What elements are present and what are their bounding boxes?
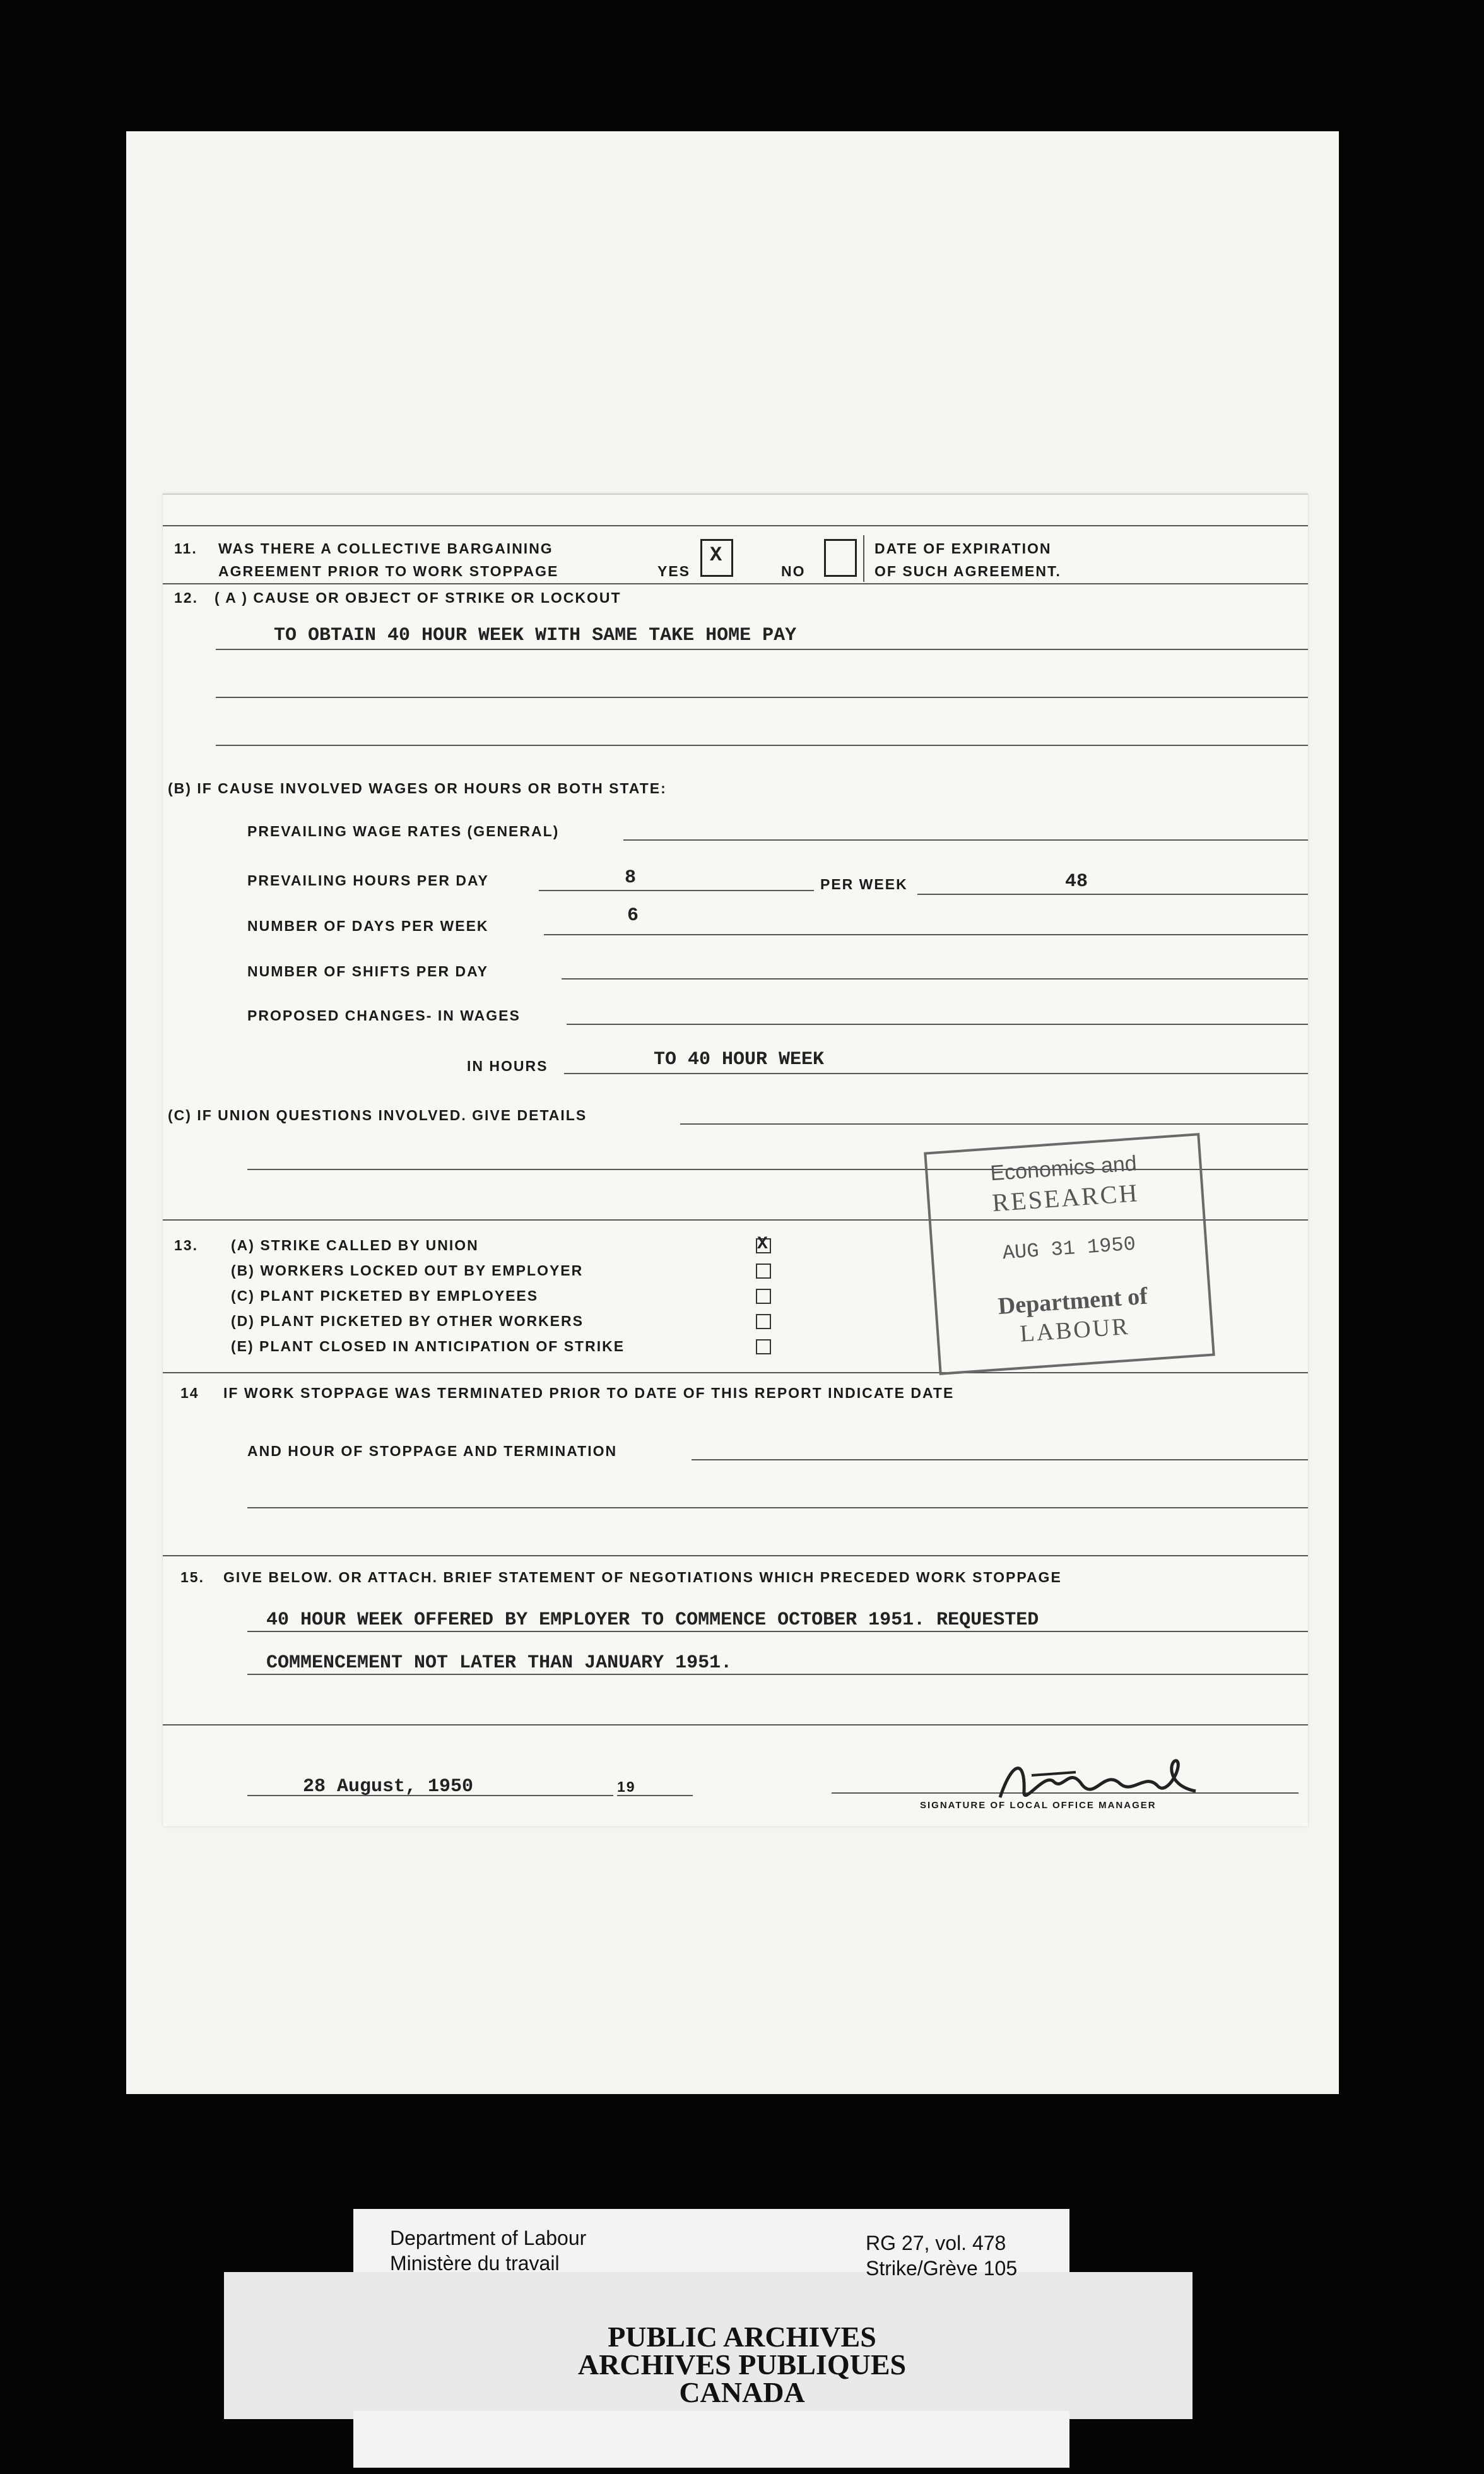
rule [216, 649, 1308, 650]
rule [216, 697, 1308, 698]
q11-yes-label: YES [657, 563, 691, 579]
q11-number: 11. [174, 540, 197, 557]
q13-item-e: (E) PLANT CLOSED IN ANTICIPATION OF STRIKE [231, 1338, 625, 1354]
wage-rates-label: PREVAILING WAGE RATES (GENERAL) [247, 823, 560, 839]
archive-dept-fr: Ministère du travail [390, 2252, 560, 2275]
rule [539, 890, 814, 891]
rule [692, 1459, 1308, 1460]
signature-scribble [994, 1747, 1202, 1816]
stamp-line5: LABOUR [1019, 1313, 1131, 1347]
q13-item-c: (C) PLANT PICKETED BY EMPLOYEES [231, 1287, 539, 1304]
per-week-label: PER WEEK [820, 876, 908, 892]
archive-dept-en: Department of Labour [390, 2227, 587, 2249]
rule [917, 894, 1308, 895]
q13-item-b: (B) WORKERS LOCKED OUT BY EMPLOYER [231, 1262, 584, 1279]
q11-yes-mark: X [710, 543, 722, 567]
q11-expiration-line1: DATE OF EXPIRATION [874, 540, 1052, 557]
q13-item-a: (A) STRIKE CALLED BY UNION [231, 1237, 479, 1253]
q11-line2: AGREEMENT PRIOR TO WORK STOPPAGE [218, 563, 559, 579]
q15-line1: 40 HOUR WEEK OFFERED BY EMPLOYER TO COMMENCE OCTOBER 1951. REQUESTED [266, 1609, 1039, 1631]
signature-label: SIGNATURE OF LOCAL OFFICE MANAGER [920, 1800, 1157, 1811]
q13-checkbox-b[interactable] [756, 1264, 771, 1279]
q14-number: 14 [180, 1385, 199, 1401]
rule [216, 745, 1308, 746]
q11-no-checkbox[interactable] [824, 539, 857, 577]
q14-line2: AND HOUR OF STOPPAGE AND TERMINATION [247, 1443, 618, 1459]
q12c-label: (C) IF UNION QUESTIONS INVOLVED. GIVE DETAILS [168, 1107, 587, 1123]
q13-checkbox-a[interactable] [756, 1234, 771, 1254]
rule [163, 1555, 1308, 1556]
archive-ref-strike: Strike/Grève 105 [866, 2257, 1018, 2280]
public-archives-en: PUBLIC ARCHIVES [608, 2321, 876, 2353]
rule [247, 1795, 613, 1796]
rule [562, 978, 1308, 980]
stamp-line4: Department of [997, 1282, 1149, 1320]
q11-line1: WAS THERE A COLLECTIVE BARGAINING [218, 540, 553, 557]
rule [617, 1795, 693, 1796]
q15-label: GIVE BELOW. OR ATTACH. BRIEF STATEMENT OF NEGOTIATIONS WHICH PRECEDED WORK STOPPAGE [223, 1569, 1062, 1585]
archive-ref-volume: RG 27, vol. 478 [866, 2232, 1006, 2254]
q15-number: 15. [180, 1569, 204, 1585]
rule [544, 934, 1308, 935]
q15-line2: COMMENCEMENT NOT LATER THAN JANUARY 1951. [266, 1652, 733, 1674]
received-stamp [924, 1133, 1215, 1375]
rule [163, 583, 1308, 584]
archive-label-bottom [353, 2411, 1069, 2468]
q13-checkbox-e[interactable] [756, 1339, 771, 1354]
q12-number: 12. [174, 589, 198, 606]
rule [247, 1674, 1308, 1675]
q13-checkbox-a-mark: X [757, 1234, 768, 1254]
stamp-line2: RESEARCH [991, 1178, 1140, 1217]
rule [163, 525, 1308, 526]
shifts-label: NUMBER OF SHIFTS PER DAY [247, 963, 488, 980]
proposed-changes-label: PROPOSED CHANGES- IN WAGES [247, 1007, 521, 1024]
public-archives-fr: ARCHIVES PUBLIQUES [577, 2348, 907, 2381]
q13-number: 13. [174, 1237, 198, 1253]
rule [863, 535, 864, 582]
rule [163, 1372, 1308, 1373]
rule [680, 1123, 1308, 1125]
rule [564, 1073, 1308, 1074]
q13-checkbox-c[interactable] [756, 1289, 771, 1304]
q11-yes-checkbox[interactable] [700, 539, 733, 577]
q14-line1: IF WORK STOPPAGE WAS TERMINATED PRIOR TO DATE OF THIS REPORT INDICATE DATE [223, 1385, 955, 1401]
days-per-week-value: 6 [627, 905, 639, 926]
per-week-value: 48 [1065, 871, 1088, 892]
q12b-label: (B) IF CAUSE INVOLVED WAGES OR HOURS OR BOTH STATE: [168, 780, 667, 796]
q13-checkbox-d[interactable] [756, 1314, 771, 1329]
rule [247, 1631, 1308, 1632]
in-hours-label: IN HOURS [467, 1058, 548, 1074]
rule [163, 1724, 1308, 1725]
q12a-label: ( A ) CAUSE OR OBJECT OF STRIKE OR LOCKOUT [215, 589, 621, 606]
rule [567, 1024, 1308, 1025]
rule [247, 1507, 1308, 1508]
hours-per-day-value: 8 [625, 867, 637, 889]
stamp-date: AUG 31 1950 [1001, 1232, 1137, 1265]
hours-per-day-label: PREVAILING HOURS PER DAY [247, 872, 489, 889]
in-hours-value: TO 40 HOUR WEEK [654, 1049, 825, 1070]
public-archives-country: CANADA [679, 2376, 805, 2408]
days-per-week-label: NUMBER OF DAYS PER WEEK [247, 918, 489, 934]
wage-rates-line [623, 839, 1308, 841]
q11-expiration-line2: OF SUCH AGREEMENT. [874, 563, 1061, 579]
q12a-value: TO OBTAIN 40 HOUR WEEK WITH SAME TAKE HOME PAY [274, 625, 797, 646]
stamp-line1: Economics and [989, 1151, 1138, 1186]
q13-item-d: (D) PLANT PICKETED BY OTHER WORKERS [231, 1313, 584, 1329]
report-date: 28 August, 1950 [303, 1776, 474, 1797]
q11-no-label: NO [781, 563, 806, 579]
year-prefix: 19 [617, 1779, 636, 1795]
